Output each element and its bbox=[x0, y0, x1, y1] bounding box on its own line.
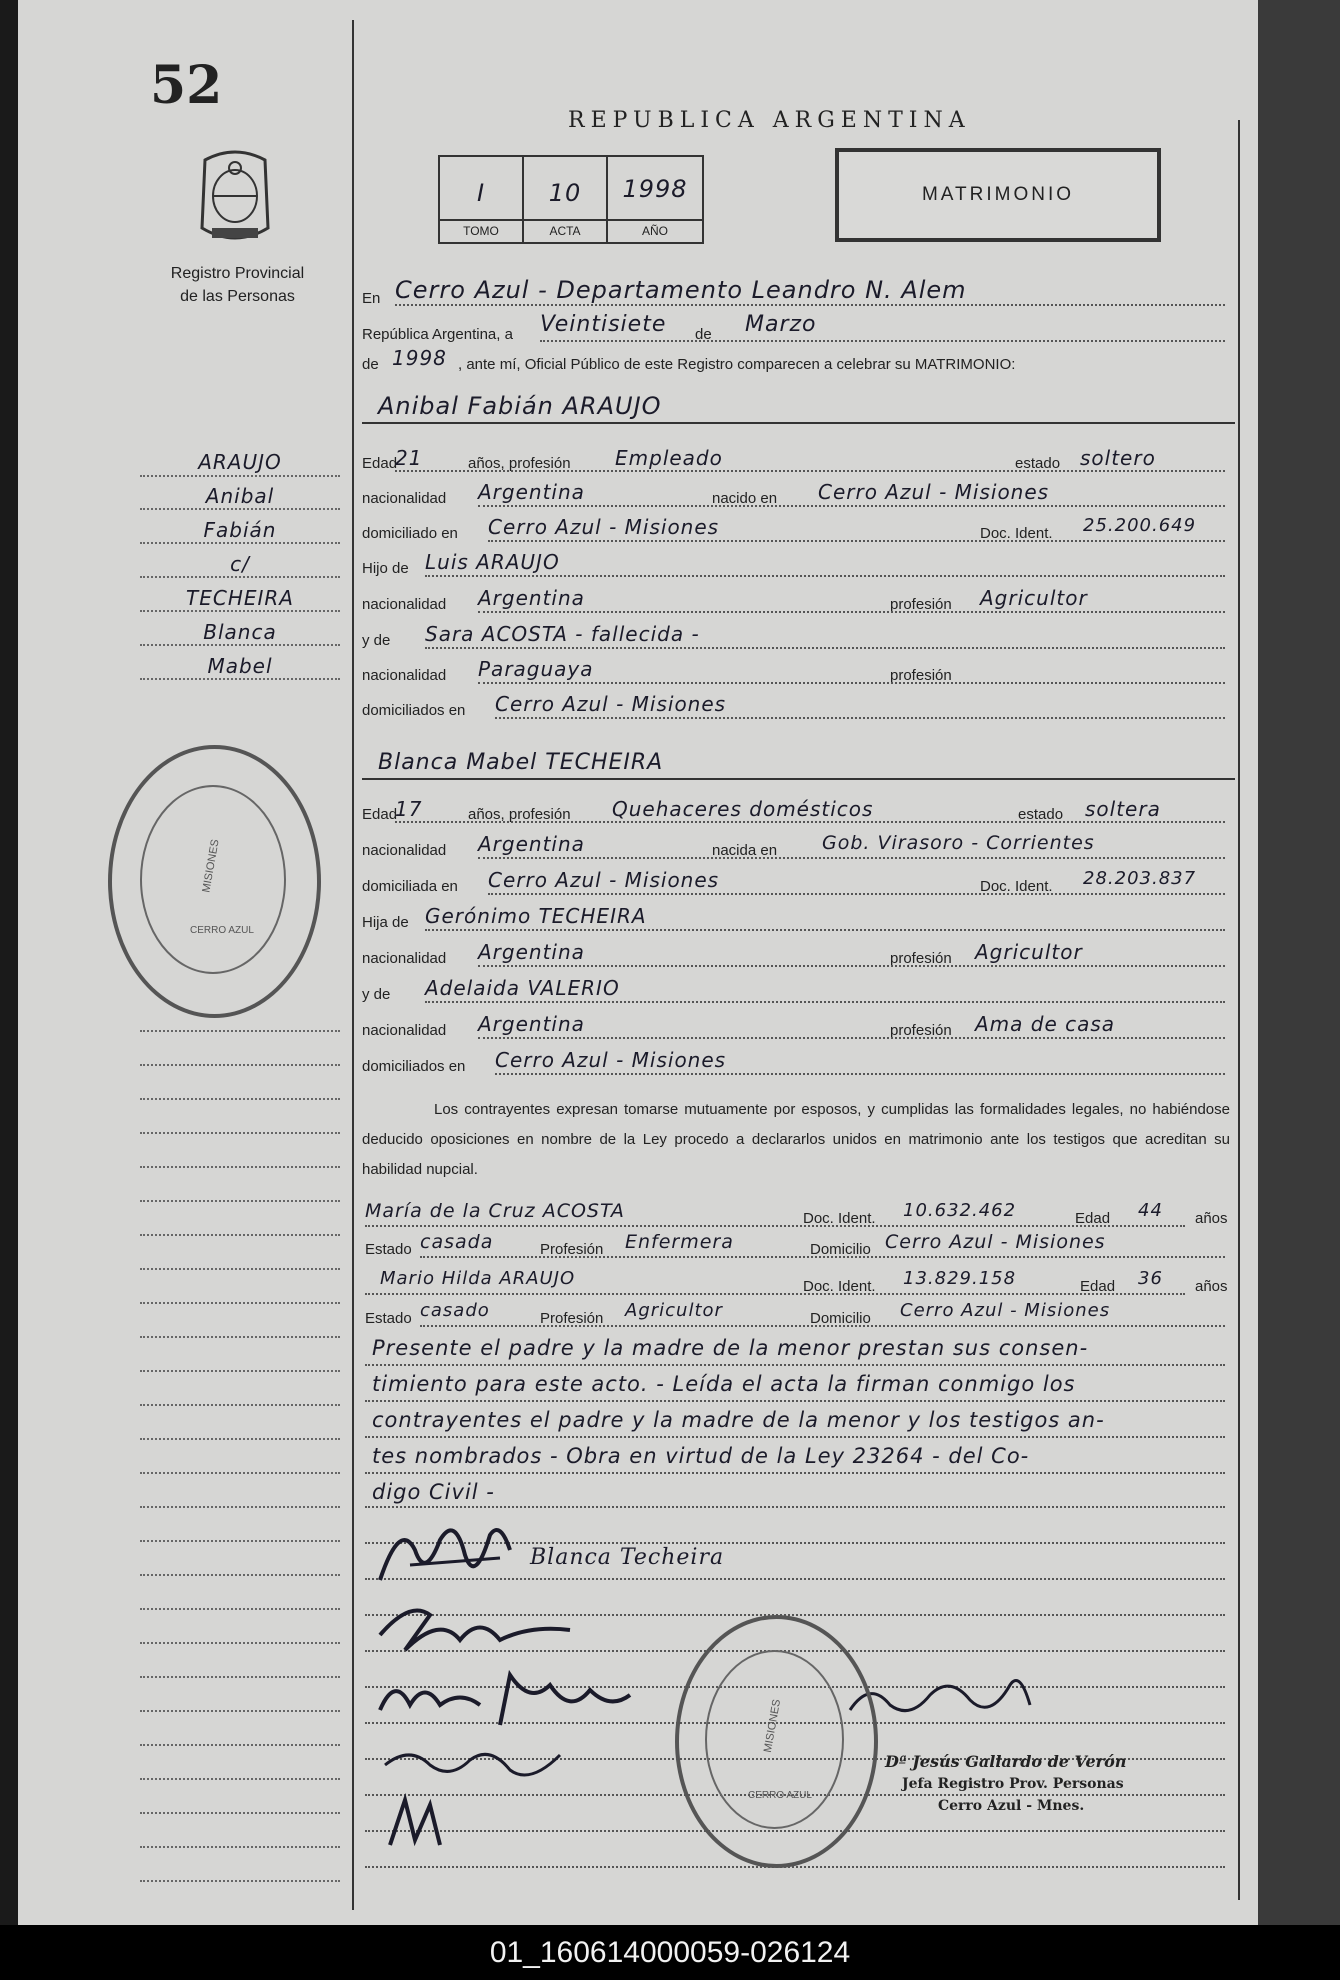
label-nacionalidad: nacionalidad bbox=[362, 950, 447, 967]
record-type-box bbox=[835, 148, 1161, 242]
groom-signature bbox=[370, 1510, 520, 1600]
bride-father-nationality: Argentina bbox=[478, 940, 585, 964]
label-hija: Hija de bbox=[362, 914, 409, 931]
groom-parents-domicile: Cerro Azul - Misiones bbox=[495, 692, 727, 716]
margin-name: c/ bbox=[230, 552, 250, 576]
dotted-line bbox=[140, 678, 340, 680]
label-estado: Estado bbox=[365, 1310, 412, 1327]
groom-status: soltero bbox=[1080, 446, 1156, 470]
record-type: MATRIMONIO bbox=[921, 184, 1075, 205]
place-value: Cerro Azul - Departamento Leandro N. Alem bbox=[395, 276, 967, 304]
declaration-text: Los contrayentes expresan tomarse mutuamente por esposos, y cumplidas las formalidades legales, no habiéndose deducido oposiciones en nombre de la Ley procedo a declararlos unidos en matrimonio ante los testigos que acreditan su habilidad nupcial. bbox=[362, 1101, 1230, 1178]
label-nacionalidad: nacionalidad bbox=[362, 596, 447, 613]
label-edad: Edad bbox=[362, 455, 398, 472]
witness-name: María de la Cruz ACOSTA bbox=[365, 1200, 625, 1222]
dotted-line bbox=[395, 304, 1225, 306]
dotted-line bbox=[140, 610, 340, 612]
label-profesion: profesión bbox=[890, 596, 952, 613]
label-hijo: Hijo de bbox=[362, 560, 409, 577]
label-edad: Edad bbox=[1075, 1210, 1111, 1227]
bride-mother-profession: Ama de casa bbox=[975, 1012, 1116, 1036]
acta-value: 10 bbox=[548, 179, 582, 207]
label-estado: Estado bbox=[365, 1241, 412, 1258]
official-place: Cerro Azul - Mnes. bbox=[938, 1798, 1085, 1814]
bride-born-in: Gob. Virasoro - Corrientes bbox=[822, 832, 1095, 854]
note-line: Presente el padre y la madre de la menor prestan sus consen- bbox=[372, 1336, 1089, 1360]
de2-label: de bbox=[362, 356, 379, 373]
label-anos: años bbox=[1195, 1278, 1228, 1295]
label-nacida-en: nacida en bbox=[712, 842, 778, 859]
label-estado: estado bbox=[1018, 806, 1064, 823]
official-name: Dª Jesús Gallardo de Verón bbox=[885, 1752, 1127, 1771]
ano-label: AÑO bbox=[641, 224, 668, 238]
label-profesion: profesión bbox=[890, 1022, 952, 1039]
groom-name: Anibal Fabián ARAUJO bbox=[378, 392, 662, 420]
country-heading: REPUBLICA ARGENTINA bbox=[568, 108, 971, 133]
witness-doc: 13.829.158 bbox=[903, 1268, 1017, 1289]
official-title: Jefa Registro Prov. Personas bbox=[902, 1776, 1124, 1792]
stamp-bottom: CERRO AZUL bbox=[190, 925, 254, 936]
label-edad: Edad bbox=[1080, 1278, 1116, 1295]
acta-label: ACTA bbox=[524, 221, 608, 242]
label-anos-profesion: años, profesión bbox=[468, 455, 571, 472]
bride-mother: Adelaida VALERIO bbox=[425, 976, 620, 1000]
stamp-bottom: CERRO AZUL bbox=[748, 1790, 812, 1801]
bride-parents-domicile: Cerro Azul - Misiones bbox=[495, 1048, 727, 1072]
witness-domicile: Cerro Azul - Misiones bbox=[900, 1300, 1111, 1321]
groom-doc: 25.200.649 bbox=[1083, 515, 1197, 536]
label-doc: Doc. Ident. bbox=[980, 878, 1053, 895]
label-nacionalidad: nacionalidad bbox=[362, 842, 447, 859]
record-box bbox=[438, 155, 704, 244]
book-spine bbox=[1258, 0, 1340, 1925]
label-domiciliado: domiciliado en bbox=[362, 525, 458, 542]
margin-name: TECHEIRA bbox=[186, 586, 294, 610]
groom-born-in: Cerro Azul - Misiones bbox=[818, 480, 1050, 504]
label-y-de: y de bbox=[362, 632, 391, 649]
dotted-line bbox=[140, 644, 340, 646]
witness-name: Mario Hilda ARAUJO bbox=[380, 1268, 576, 1289]
note-line: timiento para este acto. - Leída el acta la firman conmigo los bbox=[372, 1372, 1076, 1396]
intro-text: , ante mí, Oficial Público de este Registro comparecen a celebrar su MATRIMONIO: bbox=[458, 356, 1016, 373]
witness2-signature bbox=[370, 1790, 470, 1860]
bride-mother-nationality: Argentina bbox=[478, 1012, 585, 1036]
bride-domicile: Cerro Azul - Misiones bbox=[488, 868, 720, 892]
bride-status: soltera bbox=[1085, 797, 1161, 821]
witness-doc: 10.632.462 bbox=[903, 1200, 1017, 1221]
month-value: Marzo bbox=[745, 312, 817, 337]
bride-father: Gerónimo TECHEIRA bbox=[425, 904, 647, 928]
label-nacionalidad: nacionalidad bbox=[362, 490, 447, 507]
witness-profession: Agricultor bbox=[625, 1300, 723, 1321]
groom-father-profession: Agricultor bbox=[980, 586, 1088, 610]
label-doc: Doc. Ident. bbox=[980, 525, 1053, 542]
margin-name: Anibal bbox=[205, 484, 275, 508]
dotted-line bbox=[140, 508, 340, 510]
dotted-line bbox=[140, 475, 340, 477]
margin-divider bbox=[352, 20, 354, 1910]
label-profesion: profesión bbox=[890, 950, 952, 967]
father-signature bbox=[370, 1595, 590, 1665]
de-label: de bbox=[695, 326, 712, 343]
registry-line-1: Registro Provincial bbox=[170, 265, 305, 282]
tomo-value: I bbox=[476, 179, 486, 207]
dotted-line bbox=[140, 576, 340, 578]
image-id-label: 01_160614000059-026124 bbox=[0, 1925, 1340, 1980]
bride-signature: Blanca Techeira bbox=[530, 1545, 725, 1570]
witness-profession: Enfermera bbox=[625, 1231, 734, 1253]
margin-name: ARAUJO bbox=[198, 450, 282, 474]
margin-name: Fabián bbox=[203, 518, 277, 542]
label-edad: Edad bbox=[362, 806, 398, 823]
label-doc: Doc. Ident. bbox=[803, 1278, 876, 1295]
stamp-middle: MISIONES bbox=[761, 1698, 784, 1754]
label-domiciliada: domiciliada en bbox=[362, 878, 458, 895]
mother-signature bbox=[370, 1665, 650, 1735]
note-line: contrayentes el padre y la madre de la menor y los testigos an- bbox=[372, 1408, 1105, 1432]
label-domicilio: Domicilio bbox=[810, 1310, 871, 1327]
registry-line-2: de las Personas bbox=[180, 288, 295, 305]
label-anos-profesion: años, profesión bbox=[468, 806, 571, 823]
bride-profession: Quehaceres domésticos bbox=[612, 797, 874, 821]
witness-age: 36 bbox=[1138, 1268, 1163, 1289]
label-doc: Doc. Ident. bbox=[803, 1210, 876, 1227]
bride-nationality: Argentina bbox=[478, 832, 585, 856]
witness-status: casada bbox=[420, 1231, 494, 1253]
tomo-label: TOMO bbox=[440, 221, 524, 242]
margin-name: Blanca bbox=[203, 620, 277, 644]
section-rule bbox=[362, 422, 1235, 424]
witness-status: casado bbox=[420, 1300, 490, 1321]
label-nacionalidad: nacionalidad bbox=[362, 667, 447, 684]
bride-father-profession: Agricultor bbox=[975, 940, 1083, 964]
ano-value: 1998 bbox=[622, 175, 688, 203]
label-nacido-en: nacido en bbox=[712, 490, 778, 507]
note-line: digo Civil - bbox=[372, 1480, 495, 1504]
witness-age: 44 bbox=[1138, 1200, 1163, 1221]
label-profesion: Profesión bbox=[540, 1241, 604, 1258]
groom-domicile: Cerro Azul - Misiones bbox=[488, 515, 720, 539]
note-line: tes nombrados - Obra en virtud de la Ley 23264 - del Co- bbox=[372, 1444, 1030, 1468]
groom-age: 21 bbox=[395, 446, 423, 470]
groom-mother-nationality: Paraguaya bbox=[478, 657, 594, 681]
bride-age: 17 bbox=[395, 797, 423, 821]
dotted-line bbox=[140, 542, 340, 544]
margin-name: Mabel bbox=[207, 654, 273, 678]
coat-of-arms-icon bbox=[190, 148, 280, 248]
label-y-de: y de bbox=[362, 986, 391, 1003]
groom-nationality: Argentina bbox=[478, 480, 585, 504]
groom-mother: Sara ACOSTA - fallecida - bbox=[425, 622, 700, 646]
groom-father-nationality: Argentina bbox=[478, 586, 585, 610]
right-border bbox=[1238, 120, 1240, 1900]
label-domiciliados: domiciliados en bbox=[362, 702, 466, 719]
stamp-middle: MISIONES bbox=[200, 838, 222, 894]
groom-father: Luis ARAUJO bbox=[425, 550, 560, 574]
witness1-signature bbox=[370, 1735, 570, 1795]
label-estado: estado bbox=[1015, 455, 1061, 472]
bride-doc: 28.203.837 bbox=[1083, 868, 1197, 889]
en-label: En bbox=[362, 290, 381, 307]
label-profesion: profesión bbox=[890, 667, 952, 684]
label-anos: años bbox=[1195, 1210, 1228, 1227]
groom-profession: Empleado bbox=[615, 446, 723, 470]
label-domiciliados: domiciliados en bbox=[362, 1058, 466, 1075]
day-value: Veintisiete bbox=[540, 312, 667, 337]
label-profesion: Profesión bbox=[540, 1310, 604, 1327]
republica-label: República Argentina, a bbox=[362, 326, 513, 343]
label-nacionalidad: nacionalidad bbox=[362, 1022, 447, 1039]
page-number: 52 bbox=[150, 55, 223, 116]
label-domicilio: Domicilio bbox=[810, 1241, 871, 1258]
section-rule bbox=[362, 778, 1235, 780]
year-value: 1998 bbox=[392, 346, 447, 370]
bride-name: Blanca Mabel TECHEIRA bbox=[378, 750, 664, 775]
witness-domicile: Cerro Azul - Misiones bbox=[885, 1231, 1106, 1253]
dotted-line bbox=[540, 340, 1225, 342]
